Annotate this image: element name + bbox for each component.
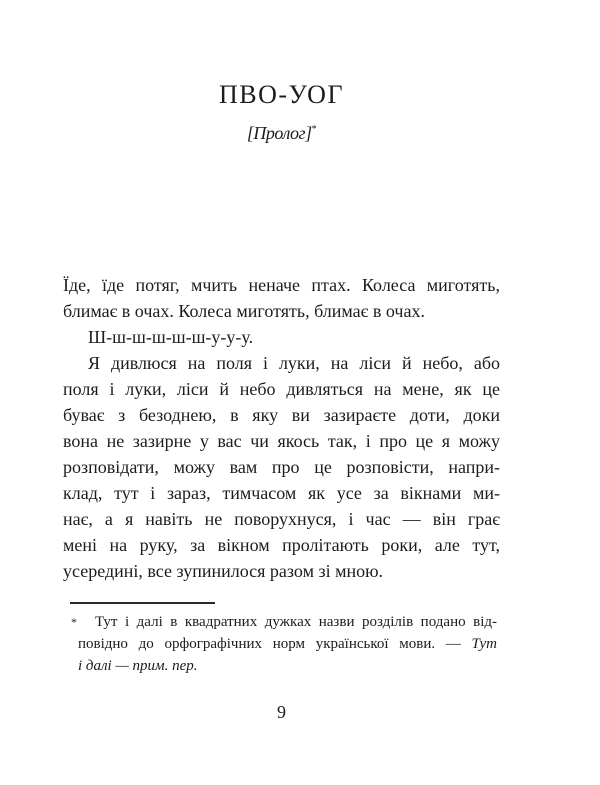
body-text-line: нає, а я навіть не поворухнуся, і час — він грає (63, 509, 500, 529)
body-text-line: мені на руку, за вікном пролітають роки, але тут, (63, 535, 500, 555)
body-text-line: поля і луки, ліси й небо дивляться на мене, як це (63, 379, 500, 399)
footnote-marker: * (71, 615, 77, 629)
footnote-line-regular-text: повідно до орфографічних норм української мови. — (78, 636, 472, 652)
body-text-line: Ш-ш-ш-ш-ш-ш-у-у-у. (88, 327, 254, 347)
body-text-line: буває з безоднею, в яку ви зазираєте доти, доки (63, 405, 500, 425)
page-number: 9 (277, 702, 286, 722)
chapter-subtitle-text: [Пролог] (246, 123, 312, 143)
body-text-line: усередині, все зупинилося разом зі мною. (63, 561, 384, 581)
chapter-subtitle (63, 122, 500, 144)
footnote-reference-marker: * (311, 124, 317, 135)
footnote-line: і далі — прим. пер. (78, 658, 198, 674)
body-text-line: Їде, їде потяг, мчить неначе птах. Колеса миготять, (63, 275, 500, 295)
footnote-block (71, 611, 497, 677)
body-text-line: блимає в очах. Колеса миготять, блимає в очах. (63, 301, 425, 321)
footnote-line: Тут і далі в квадратних дужках назви розділів подано від- (95, 614, 497, 630)
body-text-line: клад, тут і зараз, тимчасом як усе за вікнами ми- (63, 483, 500, 503)
footnote-line-italic-text: Тут (471, 636, 497, 652)
footnote-divider (70, 602, 215, 604)
body-text-block (63, 272, 500, 584)
chapter-title: ПВО-УОГ (219, 80, 344, 109)
body-text-line: вона не зазирне у вас чи якось так, і про це я можу (63, 431, 500, 451)
footnote-line (78, 633, 497, 655)
body-text-line: Я дивлюся на поля і луки, на ліси й небо, або (88, 353, 500, 373)
body-text-line: розповідати, можу вам про це розповісти, напри- (63, 457, 500, 477)
